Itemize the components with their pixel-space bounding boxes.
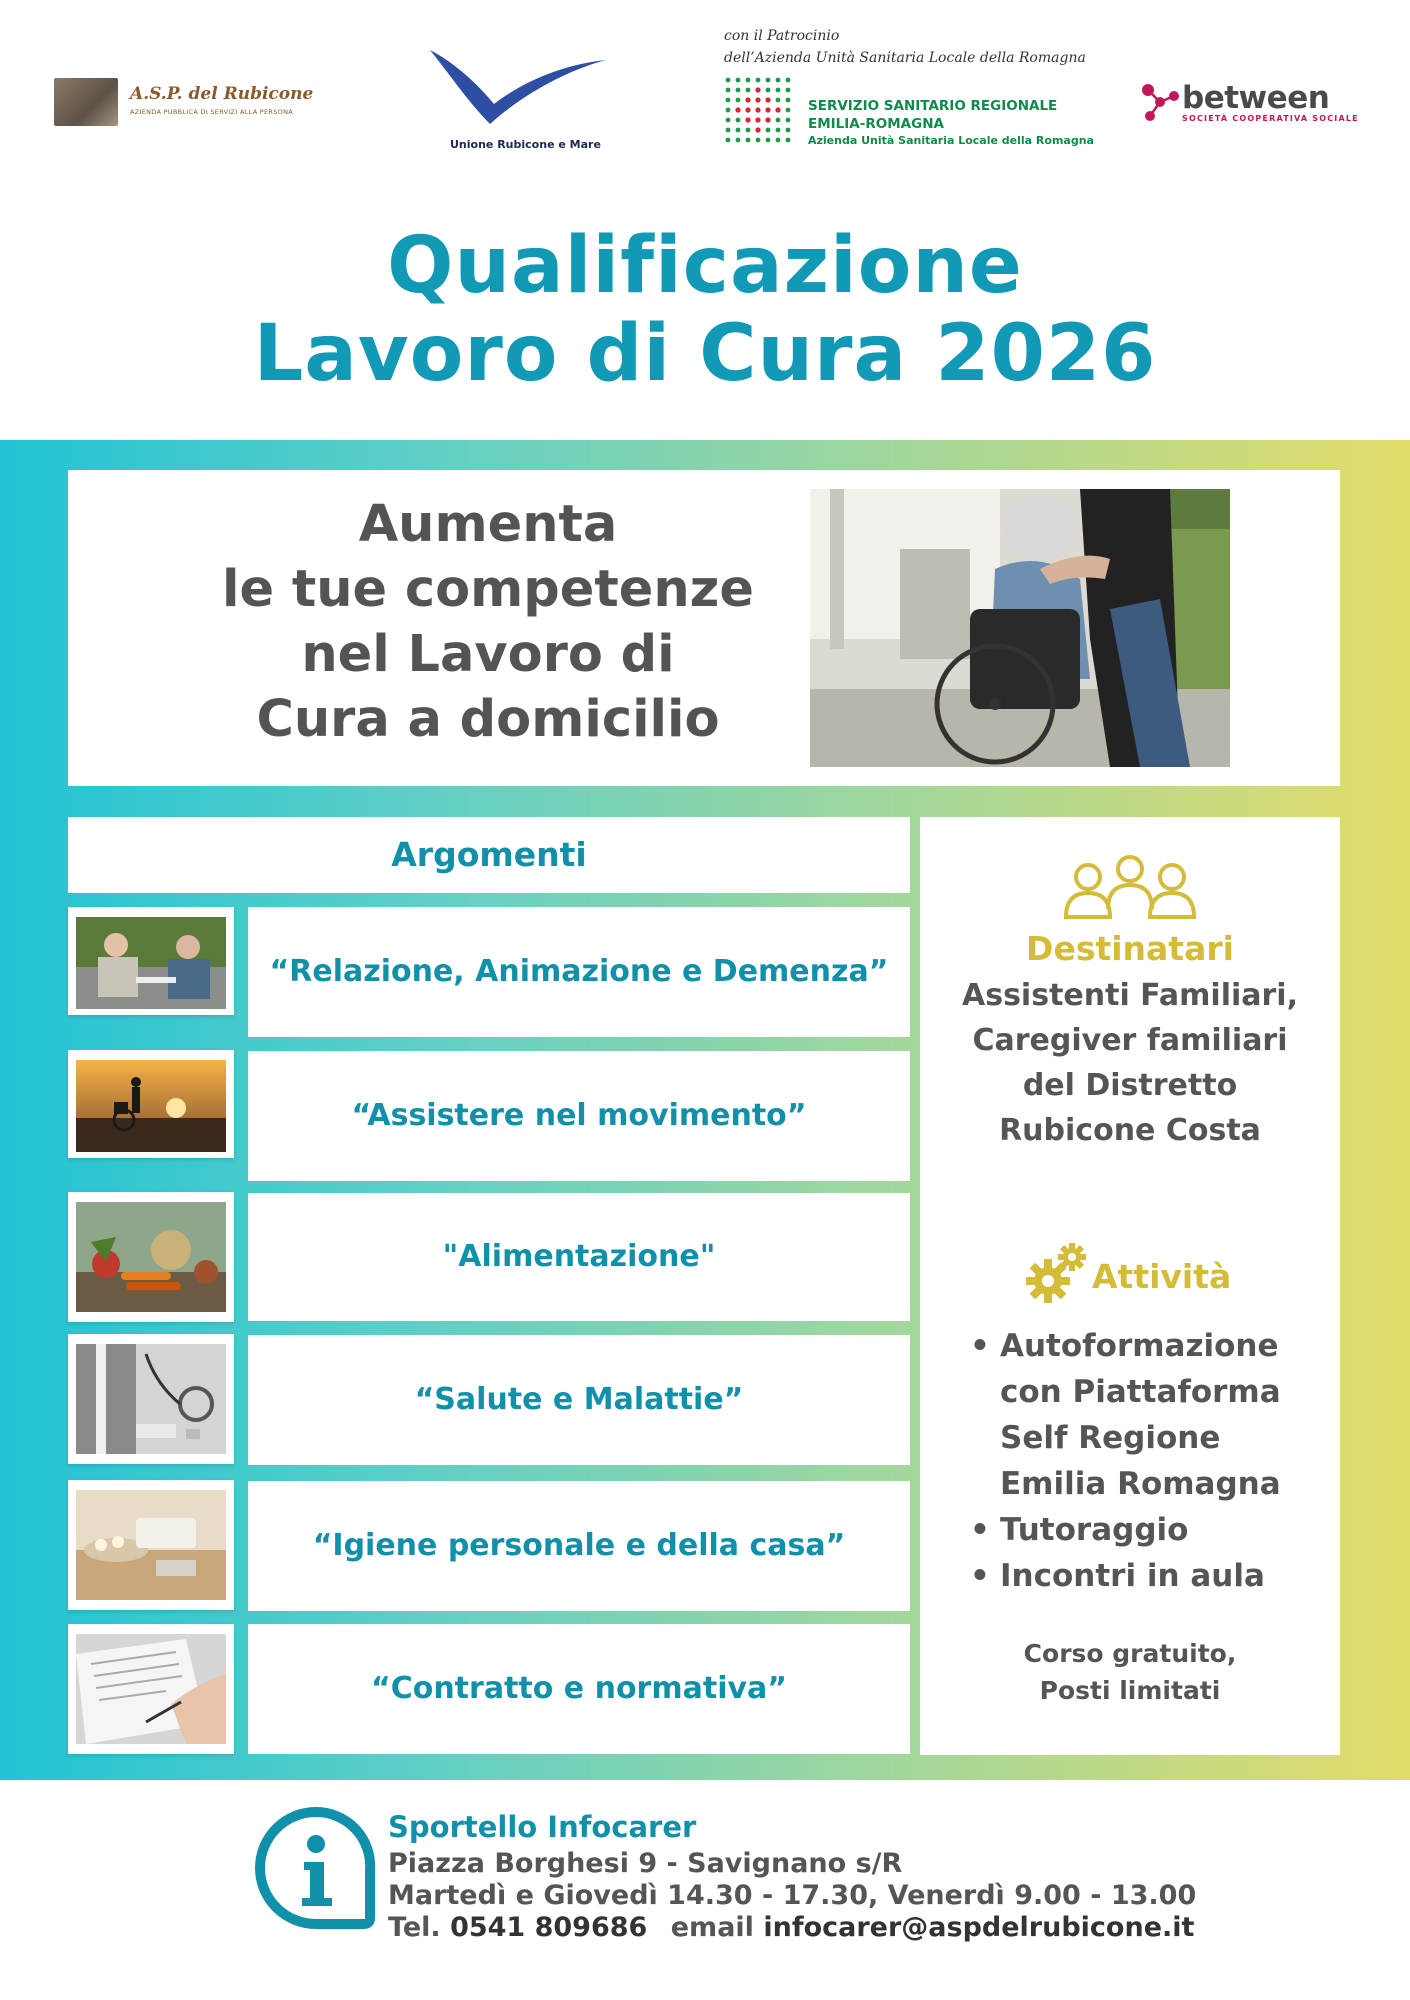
ssr-line-2: EMILIA-ROMAGNA	[808, 116, 944, 132]
elderly-men-playing-cards-image	[76, 917, 226, 1009]
destinatari-line-4: Rubicone Costa	[999, 1113, 1261, 1148]
topic-thumb-5	[68, 1480, 234, 1610]
between-logo-subtitle: SOCIETÀ COOPERATIVA SOCIALE	[1182, 114, 1359, 123]
title-line-2: Lavoro di Cura 2026	[253, 309, 1157, 399]
topic-box-4: “Salute e Malattie”	[248, 1335, 910, 1465]
title-line-1: Qualificazione	[387, 221, 1023, 311]
between-logo	[1138, 80, 1374, 130]
attivita-item-3: • Incontri in aula	[970, 1558, 1265, 1594]
ssr-line-1: SERVIZIO SANITARIO REGIONALE	[808, 98, 1058, 114]
hero-wheelchair-photo	[810, 489, 1230, 767]
vegetables-image	[76, 1202, 226, 1312]
unione-swoosh-icon	[428, 42, 608, 134]
soap-bath-image	[76, 1490, 226, 1600]
between-logo-word: between	[1182, 80, 1330, 116]
destinatari-text	[920, 973, 1340, 1153]
footer-contact	[0, 1780, 1410, 2000]
stethoscope-pills-image	[76, 1344, 226, 1454]
ssr-dots-logo-icon	[724, 76, 800, 150]
people-group-icon	[1060, 855, 1200, 921]
tel-label: Tel.	[388, 1912, 441, 1943]
email-label: email	[670, 1912, 754, 1943]
course-note-line-2: Posti limitati	[1039, 1676, 1221, 1705]
destinatari-line-2: Caregiver familiari	[972, 1023, 1288, 1058]
asp-logo-photo	[54, 78, 118, 126]
footer-hours: Martedì e Giovedì 14.30 - 17.30, Venerdì 9.00 - 13.00	[388, 1880, 1197, 1911]
between-molecule-icon	[1138, 80, 1180, 124]
attivita-item-1-cont-b: Self Regione	[1000, 1420, 1221, 1456]
page-title	[0, 222, 1410, 398]
argomenti-heading: Argomenti	[68, 817, 910, 893]
hero-line-1: Aumenta	[358, 495, 618, 554]
ssr-line-3: Azienda Unità Sanitaria Locale della Romagna	[808, 134, 1094, 147]
topic-box-6: “Contratto e normativa”	[248, 1624, 910, 1754]
unione-logo-caption: Unione Rubicone e Mare	[450, 138, 601, 151]
footer-address: Piazza Borghesi 9 - Savignano s/R	[388, 1848, 903, 1879]
topic-box-5: “Igiene personale e della casa”	[248, 1481, 910, 1611]
gears-icon	[1026, 1241, 1090, 1305]
topic-thumb-2	[68, 1050, 234, 1158]
patrocinio-line-2: dell’Azienda Unità Sanitaria Locale della Romagna	[724, 50, 1086, 66]
wheelchair-sunset-image	[76, 1060, 226, 1152]
hero-panel	[68, 470, 1340, 786]
info-speech-bubble-icon	[252, 1806, 380, 1934]
tel-number[interactable]: 0541 809686	[450, 1912, 648, 1943]
email-address[interactable]: infocarer@aspdelrubicone.it	[763, 1912, 1195, 1943]
attivita-list	[970, 1323, 1281, 1599]
destinatari-line-3: del Distretto	[1022, 1068, 1238, 1103]
patrocinio-block	[724, 28, 1104, 148]
attivita-item-2: • Tutoraggio	[970, 1512, 1189, 1548]
topic-box-1: “Relazione, Animazione e Demenza”	[248, 907, 910, 1037]
topic-box-3: "Alimentazione"	[248, 1193, 910, 1321]
topic-thumb-1	[68, 907, 234, 1015]
footer-contacts-line	[388, 1912, 1194, 1943]
course-note	[920, 1635, 1340, 1709]
topic-box-2: “Assistere nel movimento”	[248, 1051, 910, 1181]
hero-headline	[68, 492, 908, 752]
patrocinio-line-1: con il Patrocinio	[724, 28, 840, 44]
attivita-heading: Attività	[1092, 1257, 1232, 1296]
asp-logo-name: A.S.P. del Rubicone	[130, 84, 314, 104]
unione-rubicone-logo	[428, 42, 608, 154]
footer-title: Sportello Infocarer	[388, 1810, 697, 1844]
destinatari-heading: Destinatari	[1026, 929, 1234, 968]
wheelchair-care-illustration	[810, 489, 1230, 767]
asp-rubicone-logo	[54, 78, 354, 128]
hero-line-4: Cura a domicilio	[256, 690, 720, 749]
topic-thumb-3	[68, 1192, 234, 1322]
attivita-item-1: • Autoformazione	[970, 1328, 1279, 1364]
attivita-item-1-cont-a: con Piattaforma	[1000, 1374, 1281, 1410]
signing-document-image	[76, 1634, 226, 1744]
course-note-line-1: Corso gratuito,	[1023, 1639, 1237, 1668]
hero-line-2: le tue competenze	[222, 560, 754, 619]
side-panel	[920, 817, 1340, 1755]
hero-line-3: nel Lavoro di	[301, 625, 675, 684]
topic-thumb-6	[68, 1624, 234, 1754]
destinatari-line-1: Assistenti Familiari,	[962, 978, 1298, 1013]
asp-logo-subtitle: AZIENDA PUBBLICA DI SERVIZI ALLA PERSONA	[130, 108, 294, 116]
topic-thumb-4	[68, 1334, 234, 1464]
attivita-item-1-cont-c: Emilia Romagna	[1000, 1466, 1281, 1502]
